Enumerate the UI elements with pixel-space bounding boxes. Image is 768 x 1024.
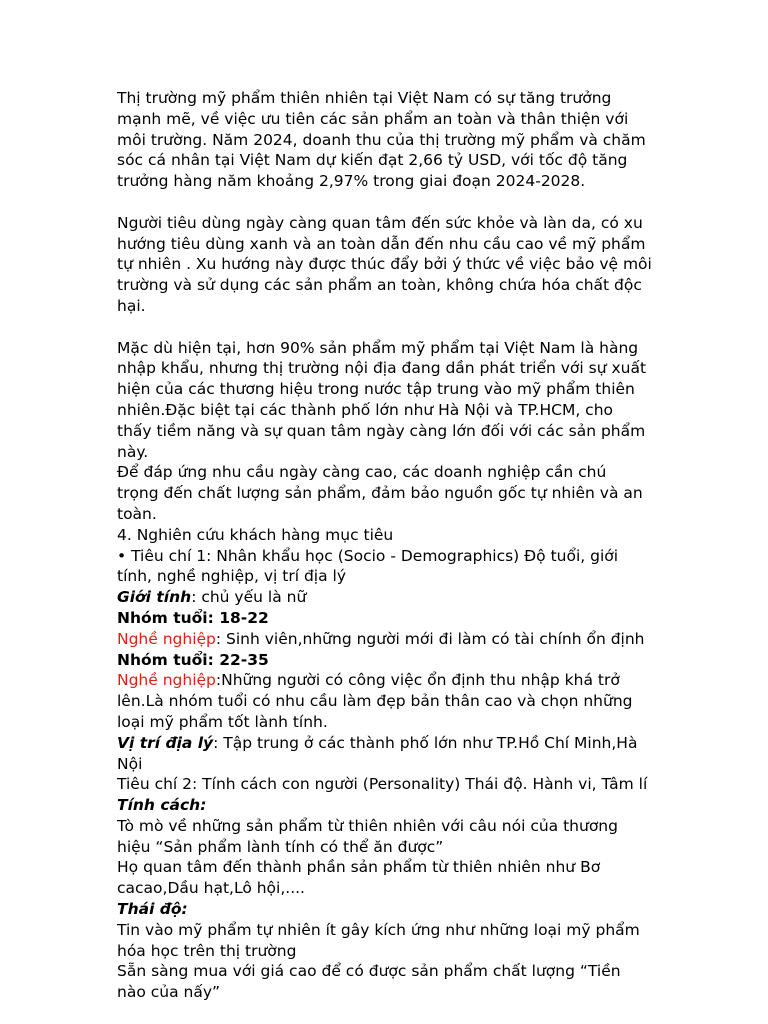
gender-line <box>117 587 652 608</box>
job-label-1: Nghề nghiệp <box>117 629 216 648</box>
personality-line-1: Tò mò về những sản phẩm từ thiên nhiên với câu nói của thương hiệu “Sản phẩm lành tính có thể ăn được” <box>117 816 618 856</box>
market-paragraph: Mặc dù hiện tại, hơn 90% sản phẩm mỹ phẩm tại Việt Nam là hàng nhập khẩu, nhưng thị trường nội địa đang dần phát triển với sự xuất hiện của các thương hiệu trong nước tập trung vào mỹ phẩm thiên nhiên.Đặc biệt tại các thành phố lớn như Hà Nội và TP.HCM, cho thấy tiềm năng và sự quan tâm ngày càng lớn đối với các sản phẩm này. <box>117 338 647 461</box>
document-page <box>117 88 652 1003</box>
gender-value: : chủ yếu là nữ <box>191 588 307 607</box>
paragraph-gap <box>117 192 652 213</box>
section-heading: 4. Nghiên cứu khách hàng mục tiêu <box>117 525 394 544</box>
attitude-line-2: Sẵn sàng mua với giá cao để có được sản phẩm chất lượng “Tiền nào của nấy” <box>117 962 621 1002</box>
intro-paragraph: Thị trường mỹ phẩm thiên nhiên tại Việt Nam có sự tăng trưởng mạnh mẽ, về việc ưu tiên các sản phẩm an toàn và thân thiện với môi trường. Năm 2024, doanh thu của thị trường mỹ phẩm và chăm sóc cá nhân tại Việt Nam dự kiến đạt 2,66 tỷ USD, với tốc độ tăng trưởng hàng năm khoảng 2,97% trong giai đoạn 2024-2028. <box>117 89 646 191</box>
age-group-1: Nhóm tuổi: 18-22 <box>117 608 269 627</box>
job-line-1 <box>117 629 652 650</box>
age-group-2: Nhóm tuổi: 22-35 <box>117 650 269 669</box>
gender-label: Giới tính <box>117 588 192 607</box>
job-value-1: : Sinh viên,những người mới đi làm có tài chính ổn định <box>215 629 645 648</box>
attitude-heading: Thái độ: <box>117 900 188 919</box>
personality-heading: Tính cách: <box>117 796 207 815</box>
criterion-1: • Tiêu chí 1: Nhân khẩu học (Socio - Demographics) Độ tuổi, giới tính, nghề nghiệp, vị trí địa lý <box>117 546 619 586</box>
business-paragraph: Để đáp ứng nhu cầu ngày càng cao, các doanh nghiệp cần chú trọng đến chất lượng sản phẩm, đảm bảo nguồn gốc tự nhiên và an toàn. <box>117 463 643 523</box>
job-value-2: :Những người có công việc ổn định thu nhập khá trở lên.Là nhóm tuổi có nhu cầu làm đẹp bản thân cao và chọn những loại mỹ phẩm tốt lành tính. <box>117 671 633 731</box>
location-value: : Tập trung ở các thành phố lớn như TP.Hồ Chí Minh,Hà Nội <box>117 733 638 773</box>
paragraph-gap <box>117 317 652 338</box>
personality-line-2: Họ quan tâm đến thành phần sản phẩm từ thiên nhiên như Bơ cacao,Dầu hạt,Lô hội,.... <box>117 858 601 898</box>
location-label: Vị trí địa lý <box>117 733 214 752</box>
attitude-line-1: Tin vào mỹ phẩm tự nhiên ít gây kích ứng như những loại mỹ phẩm hóa học trên thị trường <box>117 920 640 960</box>
location-line <box>117 733 652 775</box>
job-label-2: Nghề nghiệp <box>117 671 216 690</box>
criterion-2: Tiêu chí 2: Tính cách con người (Personality) Thái độ. Hành vi, Tâm lí <box>117 775 648 794</box>
consumer-trend-paragraph: Người tiêu dùng ngày càng quan tâm đến sức khỏe và làn da, có xu hướng tiêu dùng xanh và an toàn dẫn đến nhu cầu cao về mỹ phẩm tự nhiên . Xu hướng này được thúc đẩy bởi ý thức về việc bảo vệ môi trường và sử dụng các sản phẩm an toàn, không chứa hóa chất độc hại. <box>117 213 652 315</box>
job-line-2 <box>117 670 652 732</box>
